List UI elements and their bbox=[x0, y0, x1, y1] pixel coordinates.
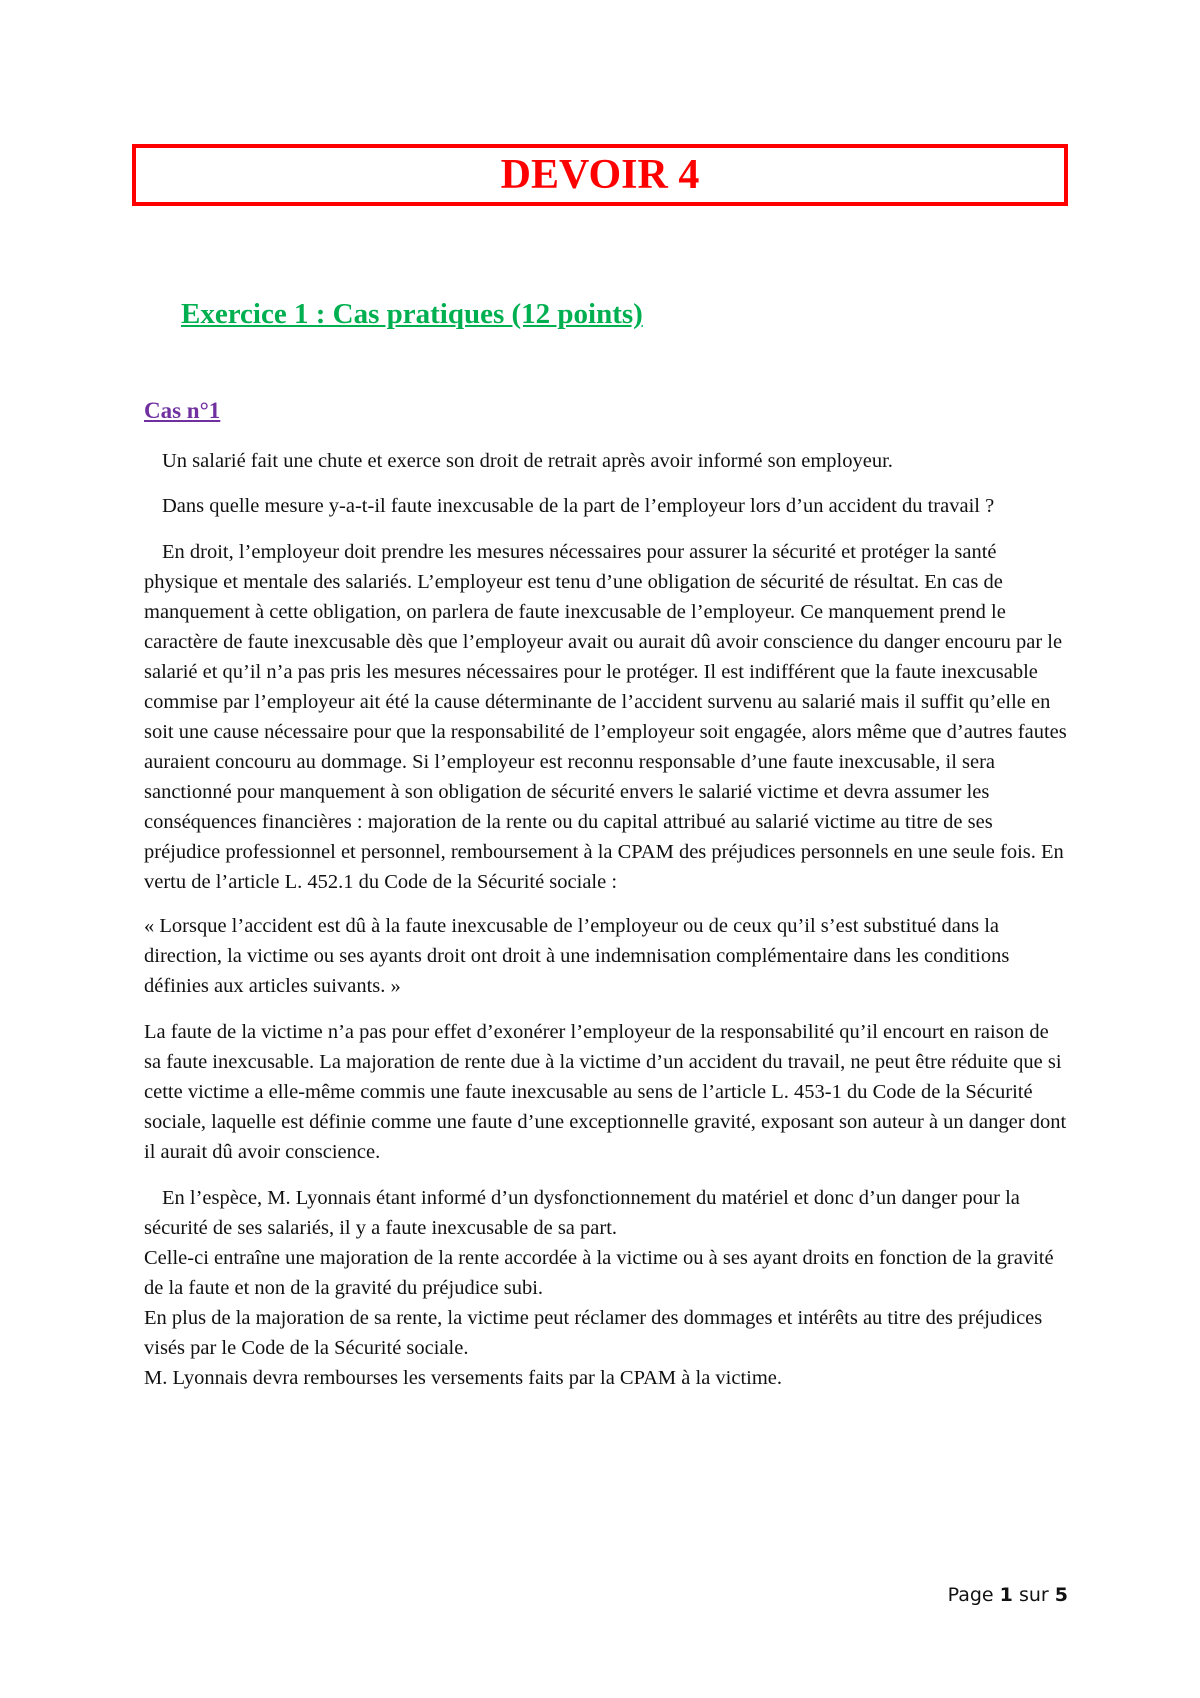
paragraph-application: En l’espèce, M. Lyonnais étant informé d’un dysfonctionnement du matériel et donc d’un danger pour la sécurité de ses salariés, il y a faute inexcusable de sa part. bbox=[144, 1187, 1020, 1239]
footer-of-label: sur bbox=[1018, 1584, 1049, 1606]
page-footer bbox=[948, 1584, 1068, 1606]
title-box bbox=[132, 144, 1068, 206]
paragraph-law: En droit, l’employeur doit prendre les mesures nécessaires pour assurer la sécurité et protéger la santé physique et mentale des salariés. L’employeur est tenu d’une obligation de sécurité de résultat. En cas de manquement à cette obligation, on parlera de faute inexcusable de l’employeur. Ce manquement prend le caractère de faute inexcusable dès que l’employeur avait ou aurait dû avoir conscience du danger encouru par le salarié et qu’il n’a pas pris les mesures nécessaires pour le protéger. Il est indifférent que la faute inexcusable commise par l’employeur ait été la cause déterminante de l’accident survenu au salarié mais il suffit qu’elle en soit une cause nécessaire pour que la responsabilité de l’employeur soit engagée, alors même que d’autres fautes auraient concouru au dommage. Si l’employeur est reconnu responsable d’une faute inexcusable, il sera sanctionné pour manquement à son obligation de sécurité envers le salarié victime et devra assumer les conséquences financières : majoration de la rente ou du capital attribué au salarié victime au titre de ses préjudice professionnel et personnel, remboursement à la CPAM des préjudices personnels en une seule fois. En vertu de l’article L. 452.1 du Code de la Sécurité sociale : bbox=[144, 541, 1067, 893]
paragraph-victim-fault: La faute de la victime n’a pas pour effet d’exonérer l’employeur de la responsabilité qu’il encourt en raison de sa faute inexcusable. La majoration de rente due à la victime d’un accident du travail, ne peut être réduite que si cette victime a elle-même commis une faute inexcusable au sens de l’article L. 453-1 du Code de la Sécurité sociale, laquelle est définie comme une faute d’une exceptionnelle gravité, exposant son auteur à un danger dont il aurait dû avoir conscience. bbox=[144, 1021, 1067, 1163]
exercise-heading: Exercice 1 : Cas pratiques (12 points) bbox=[181, 298, 643, 330]
document-title: DEVOIR 4 bbox=[500, 152, 700, 198]
paragraph-facts: Un salarié fait une chute et exerce son droit de retrait après avoir informé son employeur. bbox=[162, 450, 893, 472]
document-body bbox=[144, 446, 1069, 1393]
footer-page-label: Page bbox=[947, 1584, 994, 1606]
paragraph-quote: « Lorsque l’accident est dû à la faute inexcusable de l’employeur ou de ceux qu’il s’est substitué dans la direction, la victime ou ses ayants droit ont droit à une indemnisation complémentaire dans les conditions définies aux articles suivants. » bbox=[144, 915, 1010, 997]
paragraph-consequence-1: Celle-ci entraîne une majoration de la rente accordée à la victime ou à ses ayant droits en fonction de la gravité de la faute et non de la gravité du préjudice subi. bbox=[144, 1247, 1054, 1299]
paragraph-question: Dans quelle mesure y-a-t-il faute inexcusable de la part de l’employeur lors d’un accident du travail ? bbox=[162, 495, 995, 517]
footer-total-pages: 5 bbox=[1054, 1584, 1068, 1606]
paragraph-consequence-2: En plus de la majoration de sa rente, la victime peut réclamer des dommages et intérêts au titre des préjudices visés par le Code de la Sécurité sociale. bbox=[144, 1307, 1043, 1359]
case-heading: Cas n°1 bbox=[144, 398, 221, 423]
paragraph-consequence-3: M. Lyonnais devra rembourses les versements faits par la CPAM à la victime. bbox=[144, 1367, 783, 1389]
footer-page-number: 1 bbox=[999, 1584, 1013, 1606]
